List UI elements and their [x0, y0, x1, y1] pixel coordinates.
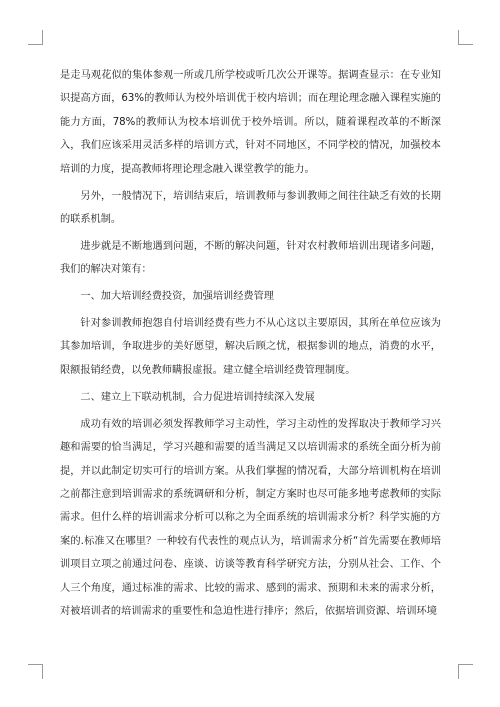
section-heading-2: 二、建立上下联动机制，合力促进培训持续深入发展	[80, 391, 315, 403]
crop-mark-top-right	[458, 30, 473, 45]
document-body	[60, 64, 441, 627]
paragraph: 成功有效的培训必须发挥教师学习主动性，学习主动性的发挥取决于教师学习兴趣和需要的恰当满足，学习兴趣和需要的适当满足又以培训需求的系统全面分析为前提，并以此制定切实可行的培训方案。从我们掌握的情况看，大部分培训机构在培训之前都注意到培训需求的系统调研和分析，制定方案时也尽可能多地考虑教师的实际需求。但什么样的培训需求分析可以称之为全面系统的培训需求分析？科学实施的方案的.标准又在哪里？一种较有代表性的观点认为，培训需求分析“首先需要在教师培训项目立项之前通过问卷、座谈、访谈等教育科学研究方法，分别从社会、工作、个人三个角度，通过标准的需求、比较的需求、感到的需求、预期和未来的需求分析，对被培训者的培训需求的重要性和急迫性进行排序；然后，依据培训资源、培训环境	[60, 418, 441, 617]
paragraph: 针对参训教师抱怨自付培训经费有些力不从心这以主要原因，其所在单位应该为其参加培训，争取进步的美好愿望，解决后顾之忧，根据参训的地点，消费的水平，限额报销经费，以免教师瞒报虚报。建立健全培训经费管理制度。	[60, 318, 441, 376]
paragraph: 另外，一般情况下，培训结束后，培训教师与参训教师之间往往缺乏有效的长期的联系机制。	[60, 190, 441, 225]
crop-mark-top-left	[28, 30, 43, 45]
paragraph: 进步就是不断地遇到问题，不断的解决问题，针对农村教师培训出现诸多问题，我们的解决对策有：	[60, 240, 441, 276]
section-heading-1: 一、加大培训经费投资，加强培训经费管理	[80, 291, 274, 303]
paragraph-continuation: 是走马观花似的集体参观一所或几所学校或听几次公开课等。据调查显示：在专业知识提高方面，63%的教师认为校外培训优于校内培训；而在理论理念融入课程实施的能力方面，78%的教师认为校本培训优于校外培训。所以，随着课程改革的不断深入，我们应该采用灵活多样的培训方式，针对不同地区，不同学校的情况，加强校本培训的力度，提高教师将理论理念融入课堂教学的能力。	[60, 70, 441, 175]
crop-mark-bottom-right	[458, 664, 473, 679]
crop-mark-bottom-left	[28, 664, 43, 679]
